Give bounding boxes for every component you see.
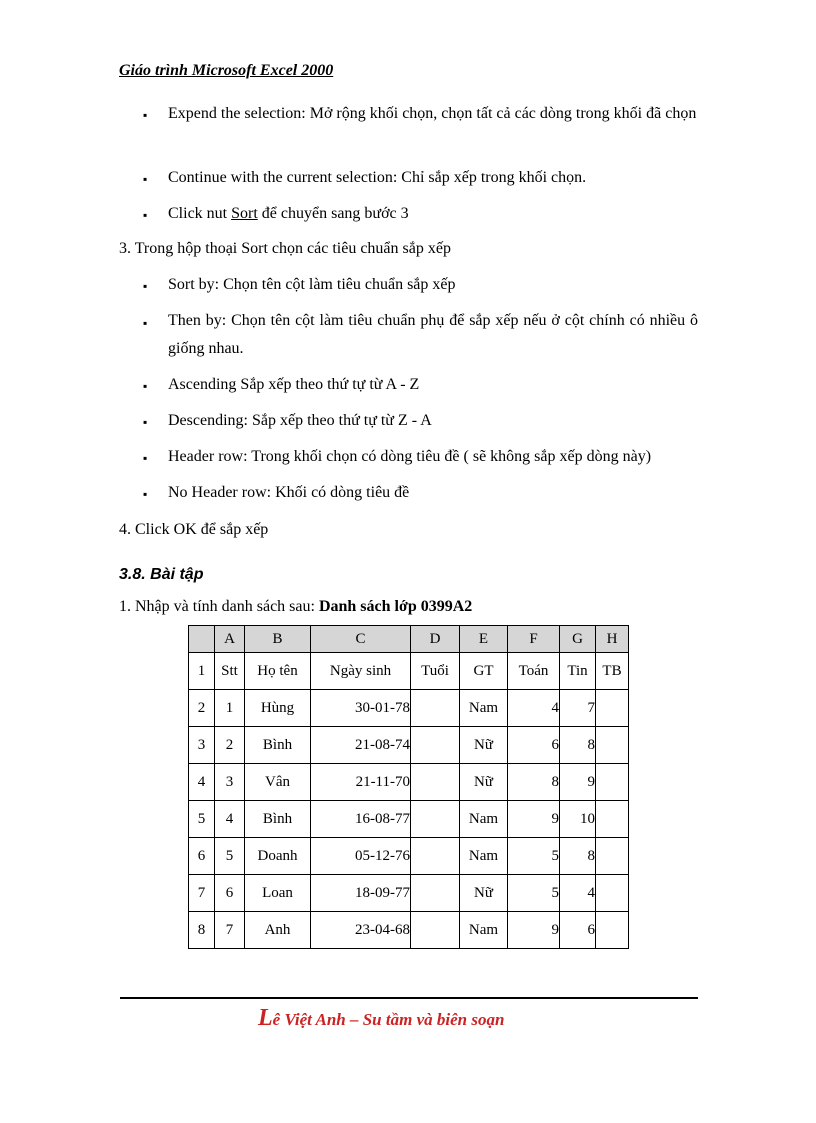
column-letters-row	[189, 626, 629, 653]
cell-age	[411, 727, 460, 764]
header-cell: Tin	[560, 653, 596, 690]
cell-name: Anh	[245, 912, 311, 949]
footer-credit	[258, 1005, 504, 1032]
bullet-mark: ▪	[143, 379, 148, 393]
cell-stt: 5	[215, 838, 245, 875]
bullet-ascending: Ascending Sắp xếp theo thứ tự từ A - Z	[168, 376, 420, 393]
cell-tb	[596, 690, 629, 727]
cell-stt: 1	[215, 690, 245, 727]
cell-stt: 3	[215, 764, 245, 801]
step-4: 4. Click OK để sắp xếp	[119, 521, 269, 538]
section-heading: 3.8. Bài tập	[119, 566, 204, 583]
cell-num: 7	[189, 875, 215, 912]
bullet-mark: ▪	[143, 316, 148, 330]
cell-tin: 8	[560, 727, 596, 764]
col-letter: H	[596, 626, 629, 653]
header-row	[189, 653, 629, 690]
table-row	[189, 690, 629, 727]
bullet-mark: ▪	[143, 108, 148, 122]
cell-tin: 9	[560, 764, 596, 801]
exercise-line	[119, 598, 472, 616]
exercise-title: Danh sách lớp 0399A2	[318, 598, 473, 615]
cell-tb	[596, 764, 629, 801]
col-letter: B	[245, 626, 311, 653]
cell-toan: 8	[508, 764, 560, 801]
bullet-mark: ▪	[143, 415, 148, 429]
footer-text: ê Việt Anh – Su tầm và biên soạn	[272, 1010, 505, 1029]
bullet-text: Click nut	[168, 205, 232, 222]
cell-dob: 18-09-77	[311, 875, 411, 912]
cell-tb	[596, 838, 629, 875]
cell-name: Vân	[245, 764, 311, 801]
bullet-mark: ▪	[143, 208, 148, 222]
cell-dob: 16-08-77	[311, 801, 411, 838]
col-letter: G	[560, 626, 596, 653]
cell-gt: Nam	[460, 801, 508, 838]
cell-name: Loan	[245, 875, 311, 912]
cell-tb	[596, 875, 629, 912]
cell-toan: 9	[508, 912, 560, 949]
cell-num: 8	[189, 912, 215, 949]
class-list-table	[188, 625, 629, 949]
cell-tb	[596, 912, 629, 949]
cell-num: 2	[189, 690, 215, 727]
header-cell: Ngày sinh	[311, 653, 411, 690]
col-letter: A	[215, 626, 245, 653]
header-cell: TB	[596, 653, 629, 690]
cell-age	[411, 764, 460, 801]
cell-gt: Nam	[460, 690, 508, 727]
cell-stt: 4	[215, 801, 245, 838]
cell-stt: 2	[215, 727, 245, 764]
bullet-expend-selection: Expend the selection: Mở rộng khối chọn, chọn tất cả các dòng trong khối đã chọn	[168, 105, 697, 122]
cell-num: 6	[189, 838, 215, 875]
cell-name: Hùng	[245, 690, 311, 727]
bullet-header-row: Header row: Trong khối chọn có dòng tiêu đề ( sẽ không sắp xếp dòng này)	[168, 448, 652, 465]
bullet-continue-selection: Continue with the current selection: Chỉ sắp xếp trong khối chọn.	[168, 169, 587, 186]
cell-tb	[596, 801, 629, 838]
bullet-descending: Descending: Sắp xếp theo thứ tự từ Z - A	[168, 412, 432, 429]
cell-age	[411, 912, 460, 949]
cell-dob: 30-01-78	[311, 690, 411, 727]
cell-tin: 10	[560, 801, 596, 838]
cell-num: 3	[189, 727, 215, 764]
cell-tin: 8	[560, 838, 596, 875]
row-number: 1	[189, 653, 215, 690]
cell-gt: Nữ	[460, 875, 508, 912]
table-row	[189, 838, 629, 875]
bullet-mark: ▪	[143, 451, 148, 465]
step-3: 3. Trong hộp thoại Sort chọn các tiêu chuẩn sắp xếp	[119, 240, 451, 257]
table-row	[189, 801, 629, 838]
exercise-prefix: 1. Nhập và tính danh sách sau:	[119, 598, 319, 615]
header-cell: Tuổi	[411, 653, 460, 690]
cell-age	[411, 838, 460, 875]
bullet-text: để chuyển sang bước 3	[257, 205, 409, 222]
cell-dob: 21-08-74	[311, 727, 411, 764]
cell-age	[411, 690, 460, 727]
table-row	[189, 727, 629, 764]
cell-gt: Nam	[460, 912, 508, 949]
cell-age	[411, 875, 460, 912]
cell-stt: 7	[215, 912, 245, 949]
cell-tb	[596, 727, 629, 764]
cell-gt: Nữ	[460, 727, 508, 764]
cell-name: Bình	[245, 801, 311, 838]
table-row	[189, 764, 629, 801]
cell-gt: Nữ	[460, 764, 508, 801]
header-cell: Họ tên	[245, 653, 311, 690]
table-row	[189, 875, 629, 912]
cell-tin: 6	[560, 912, 596, 949]
bullet-mark: ▪	[143, 172, 148, 186]
cell-num: 4	[189, 764, 215, 801]
cell-dob: 21-11-70	[311, 764, 411, 801]
col-letter: D	[411, 626, 460, 653]
header-cell: Stt	[215, 653, 245, 690]
cell-toan: 5	[508, 875, 560, 912]
header-cell: Toán	[508, 653, 560, 690]
col-letter: C	[311, 626, 411, 653]
bullet-mark: ▪	[143, 487, 148, 501]
cell-toan: 5	[508, 838, 560, 875]
footer-rule	[120, 997, 698, 999]
cell-tin: 4	[560, 875, 596, 912]
cell-stt: 6	[215, 875, 245, 912]
cell-name: Bình	[245, 727, 311, 764]
col-letter: E	[460, 626, 508, 653]
cell-toan: 6	[508, 727, 560, 764]
bullet-click-sort	[168, 200, 409, 228]
cell-age	[411, 801, 460, 838]
footer-initial: L	[258, 1005, 273, 1031]
cell-name: Doanh	[245, 838, 311, 875]
bullet-then-by: Then by: Chọn tên cột làm tiêu chuẩn phụ để sắp xếp nếu ở cột chính có nhiều ô giống nhau.	[168, 312, 698, 357]
page-header: Giáo trình Microsoft Excel 2000	[119, 62, 334, 79]
cell-toan: 9	[508, 801, 560, 838]
table-row	[189, 912, 629, 949]
cell-dob: 05-12-76	[311, 838, 411, 875]
cell-gt: Nam	[460, 838, 508, 875]
bullet-sort-by: Sort by: Chọn tên cột làm tiêu chuẩn sắp xếp	[168, 276, 456, 293]
bullet-mark: ▪	[143, 279, 148, 293]
corner-cell	[189, 626, 215, 653]
cell-dob: 23-04-68	[311, 912, 411, 949]
header-cell: GT	[460, 653, 508, 690]
col-letter: F	[508, 626, 560, 653]
sort-link[interactable]: Sort	[231, 205, 258, 222]
cell-toan: 4	[508, 690, 560, 727]
bullet-no-header-row: No Header row: Khối có dòng tiêu đề	[168, 484, 410, 501]
cell-tin: 7	[560, 690, 596, 727]
cell-num: 5	[189, 801, 215, 838]
